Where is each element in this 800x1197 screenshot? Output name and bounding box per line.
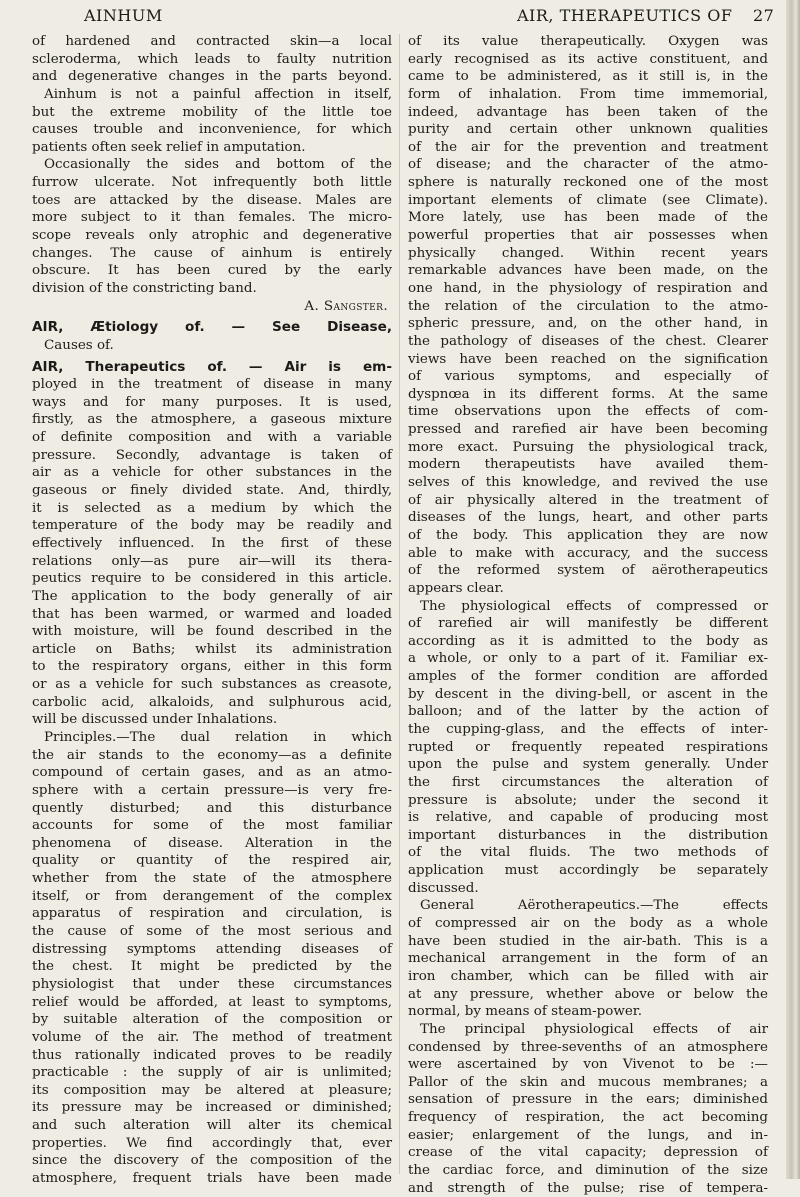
text-line: to the respiratory organs, either in this form bbox=[32, 659, 392, 675]
text-line: with moisture, will be found described in the bbox=[32, 624, 392, 640]
text-line: atmosphere, frequent trials have been made bbox=[32, 1171, 392, 1186]
text-line: scope reveals only atrophic and degenerative bbox=[32, 228, 392, 244]
text-line: causes trouble and inconvenience, for which bbox=[32, 122, 392, 138]
text-line: early recognised as its active constituent, and bbox=[408, 51, 768, 67]
text-line: application must accordingly be separately bbox=[408, 863, 768, 879]
text-line: its composition may be altered at pleasure; bbox=[32, 1082, 392, 1098]
text-line: of disease; and the character of the atmo- bbox=[408, 157, 768, 173]
page-number: 27 bbox=[753, 6, 775, 25]
text-line: powerful properties that air possesses when bbox=[408, 228, 768, 244]
page-header bbox=[0, 6, 800, 30]
text-line: distressing symptoms attending diseases of bbox=[32, 941, 392, 957]
text-line: ways and for many purposes. It is used, bbox=[32, 394, 392, 410]
text-line: were ascertained by von Vivenot to be :— bbox=[408, 1057, 768, 1073]
text-line: quality or quantity of the respired air, bbox=[32, 853, 392, 869]
text-line: normal, by means of steam-power. bbox=[408, 1004, 642, 1020]
text-line: of the reformed system of aërotherapeutics bbox=[408, 563, 768, 579]
text-line: carbolic acid, alkaloids, and sulphurous acid, bbox=[32, 694, 392, 710]
text-line: of its value therapeutically. Oxygen was bbox=[408, 34, 768, 49]
text-line: Causes of. bbox=[44, 337, 114, 353]
entry-heading-line: AIR, Ætiology of. — See Disease, bbox=[32, 319, 392, 336]
text-line: the relation of the circulation to the atmo- bbox=[408, 298, 768, 314]
text-line: came to be administered, as it still is, in the bbox=[408, 69, 768, 85]
text-line: more exact. Pursuing the physiological track, bbox=[408, 439, 768, 455]
text-line: Ainhum is not a painful affection in itself, bbox=[44, 86, 392, 102]
text-line: gaseous or finely divided state. And, thirdly, bbox=[32, 483, 392, 499]
text-line: apparatus of respiration and circulation, is bbox=[32, 906, 392, 922]
text-line: iron chamber, which can be filled with air bbox=[408, 968, 768, 984]
text-line: the cupping-glass, and the effects of inter- bbox=[408, 721, 768, 737]
text-line: views have been reached on the signification bbox=[408, 351, 768, 367]
author-signature: A. Sangster. bbox=[304, 298, 388, 314]
text-line: by descent in the diving-bell, or ascent in the bbox=[408, 686, 768, 702]
text-line: patients often seek relief in amputation. bbox=[32, 139, 306, 155]
text-line: easier; enlargement of the lungs, and in- bbox=[408, 1127, 768, 1143]
text-line: according as it is admitted to the body as bbox=[408, 633, 768, 649]
text-line: The principal physiological effects of air bbox=[420, 1021, 768, 1037]
text-line: properties. We find accordingly that, ever bbox=[32, 1135, 392, 1151]
text-line: discussed. bbox=[408, 880, 479, 896]
left-text-column bbox=[32, 33, 392, 1188]
text-line: pressure. Secondly, advantage is taken of bbox=[32, 447, 392, 463]
text-line: relief would be afforded, at least to symptoms, bbox=[32, 994, 392, 1010]
text-line: one hand, in the physiology of respiration and bbox=[408, 280, 768, 296]
text-line: of hardened and contracted skin—a local bbox=[32, 34, 392, 49]
text-line: General Aërotherapeutics.—The effects bbox=[420, 898, 768, 914]
text-line: effectively influenced. In the first of these bbox=[32, 535, 392, 551]
text-line: scleroderma, which leads to faulty nutrition bbox=[32, 51, 392, 67]
text-line: sphere is naturally reckoned one of the most bbox=[408, 175, 768, 191]
text-line: have been studied in the air-bath. This is a bbox=[408, 933, 768, 949]
text-line: pressure is absolute; under the second it bbox=[408, 792, 768, 808]
text-line: frequency of respiration, the act becoming bbox=[408, 1110, 768, 1126]
text-line: temperature of the body may be readily and bbox=[32, 518, 392, 534]
text-line: rupted or frequently repeated respirations bbox=[408, 739, 768, 755]
text-line: phenomena of disease. Alteration in the bbox=[32, 835, 392, 851]
text-line: of definite composition and with a variable bbox=[32, 430, 392, 446]
text-line: physiologist that under these circumstances bbox=[32, 976, 392, 992]
text-line: at any pressure, whether above or below the bbox=[408, 986, 768, 1002]
text-line: the cause of some of the most serious and bbox=[32, 924, 392, 940]
text-line: the air stands to the economy—as a definite bbox=[32, 747, 392, 763]
text-line: is relative, and capable of producing most bbox=[408, 810, 768, 826]
text-line: crease of the vital capacity; depression of bbox=[408, 1145, 768, 1161]
text-line: and degenerative changes in the parts beyond. bbox=[32, 69, 392, 85]
page-edge bbox=[786, 0, 800, 1179]
text-line: a whole, or only to a part of it. Familiar ex- bbox=[408, 651, 768, 667]
text-line: time observations upon the effects of com- bbox=[408, 404, 768, 420]
text-line: and such alteration will alter its chemical bbox=[32, 1118, 392, 1134]
text-line: More lately, use has been made of the bbox=[408, 210, 768, 226]
text-line: Principles.—The dual relation in which bbox=[44, 729, 392, 745]
text-line: article on Baths; whilst its administration bbox=[32, 641, 392, 657]
text-line: able to make with accuracy, and the success bbox=[408, 545, 768, 561]
text-line: more subject to it than females. The micro- bbox=[32, 210, 392, 226]
text-line: by suitable alteration of the composition or bbox=[32, 1012, 392, 1028]
text-line: toes are attacked by the disease. Males are bbox=[32, 192, 392, 208]
text-line: division of the constricting band. bbox=[32, 280, 257, 296]
text-line: sensation of pressure in the ears; diminished bbox=[408, 1092, 768, 1108]
text-line: appears clear. bbox=[408, 580, 504, 596]
text-line: ployed in the treatment of disease in many bbox=[32, 377, 392, 393]
text-line: upon the pulse and system generally. Under bbox=[408, 757, 768, 773]
text-line: peutics require to be considered in this article. bbox=[32, 571, 392, 587]
text-line: air as a vehicle for other substances in the bbox=[32, 465, 392, 481]
text-line: thus rationally indicated proves to be readily bbox=[32, 1047, 392, 1063]
text-line: form of inhalation. From time immemorial, bbox=[408, 86, 768, 102]
text-line: relations only—as pure air—will its thera- bbox=[32, 553, 392, 569]
text-line: important elements of climate (see Climate). bbox=[408, 192, 768, 208]
text-line: of compressed air on the body as a whole bbox=[408, 916, 768, 932]
text-line: of the body. This application they are now bbox=[408, 527, 768, 543]
text-line: of the air for the prevention and treatment bbox=[408, 139, 768, 155]
text-line: Occasionally the sides and bottom of the bbox=[44, 157, 392, 173]
text-line: that has been warmed, or warmed and loaded bbox=[32, 606, 392, 622]
text-line: The physiological effects of compressed or bbox=[420, 598, 768, 614]
text-line: Pallor of the skin and mucous membranes; a bbox=[408, 1074, 768, 1090]
text-line: the chest. It might be predicted by the bbox=[32, 959, 392, 975]
text-line: remarkable advances have been made, on the bbox=[408, 263, 768, 279]
text-line: itself, or from derangement of the complex bbox=[32, 888, 392, 904]
text-line: firstly, as the atmosphere, a gaseous mixture bbox=[32, 412, 392, 428]
text-line: whether from the state of the atmosphere bbox=[32, 871, 392, 887]
text-line: of various symptoms, and especially of bbox=[408, 369, 768, 385]
text-line: diseases of the lungs, heart, and other parts bbox=[408, 510, 768, 526]
left-running-title: AINHUM bbox=[84, 6, 163, 25]
text-line: quently disturbed; and this disturbance bbox=[32, 800, 392, 816]
text-line: pressed and rarefied air have been becoming bbox=[408, 422, 768, 438]
text-line: amples of the former condition are afforded bbox=[408, 669, 768, 685]
text-line: practicable : the supply of air is unlimited; bbox=[32, 1065, 392, 1081]
text-line: The application to the body generally of air bbox=[32, 588, 392, 604]
entry-heading-line: AIR, Therapeutics of. — Air is em- bbox=[32, 358, 392, 375]
text-line: volume of the air. The method of treatment bbox=[32, 1029, 392, 1045]
text-line: mechanical arrangement in the form of an bbox=[408, 951, 768, 967]
text-line: sphere with a certain pressure—is very fre- bbox=[32, 782, 392, 798]
text-line: physically changed. Within recent years bbox=[408, 245, 768, 261]
text-line: will be discussed under Inhalations. bbox=[32, 712, 278, 728]
text-line: dyspnœa in its different forms. At the same bbox=[408, 386, 768, 402]
text-line: of air physically altered in the treatment of bbox=[408, 492, 768, 508]
text-line: furrow ulcerate. Not infrequently both little bbox=[32, 175, 392, 191]
text-line: it is selected as a medium by which the bbox=[32, 500, 392, 516]
text-line: spheric pressure, and, on the other hand, in bbox=[408, 316, 768, 332]
text-line: obscure. It has been cured by the early bbox=[32, 263, 392, 279]
text-line: or as a vehicle for such substances as creasote, bbox=[32, 677, 392, 693]
text-line: modern therapeutists have availed them- bbox=[408, 457, 768, 473]
text-line: but the extreme mobility of the little toe bbox=[32, 104, 392, 120]
text-line: changes. The cause of ainhum is entirely bbox=[32, 245, 392, 261]
text-line: accounts for some of the most familiar bbox=[32, 818, 392, 834]
text-line: indeed, advantage has been taken of the bbox=[408, 104, 768, 120]
text-line: of rarefied air will manifestly be different bbox=[408, 616, 768, 632]
text-line: important disturbances in the distribution bbox=[408, 827, 768, 843]
right-running-title: AIR, THERAPEUTICS OF bbox=[517, 6, 733, 25]
text-line: the first circumstances the alteration of bbox=[408, 774, 768, 790]
text-line: of the vital fluids. The two methods of bbox=[408, 845, 768, 861]
text-line: its pressure may be increased or diminished; bbox=[32, 1100, 392, 1116]
right-text-column bbox=[408, 33, 768, 1197]
column-divider bbox=[399, 34, 400, 1174]
text-line: since the discovery of the composition of the bbox=[32, 1153, 392, 1169]
text-line: purity and certain other unknown qualities bbox=[408, 122, 768, 138]
text-line: selves of this knowledge, and revived the use bbox=[408, 475, 768, 491]
text-line: the cardiac force, and diminution of the size bbox=[408, 1163, 768, 1178]
text-line: compound of certain gases, and as an atmo- bbox=[32, 765, 392, 781]
text-line: and strength of the pulse; rise of tempera- bbox=[408, 1180, 768, 1196]
text-line: the pathology of diseases of the chest. Clearer bbox=[408, 333, 768, 349]
text-line: balloon; and of the latter by the action of bbox=[408, 704, 768, 720]
text-line: condensed by three-sevenths of an atmosphere bbox=[408, 1039, 768, 1055]
